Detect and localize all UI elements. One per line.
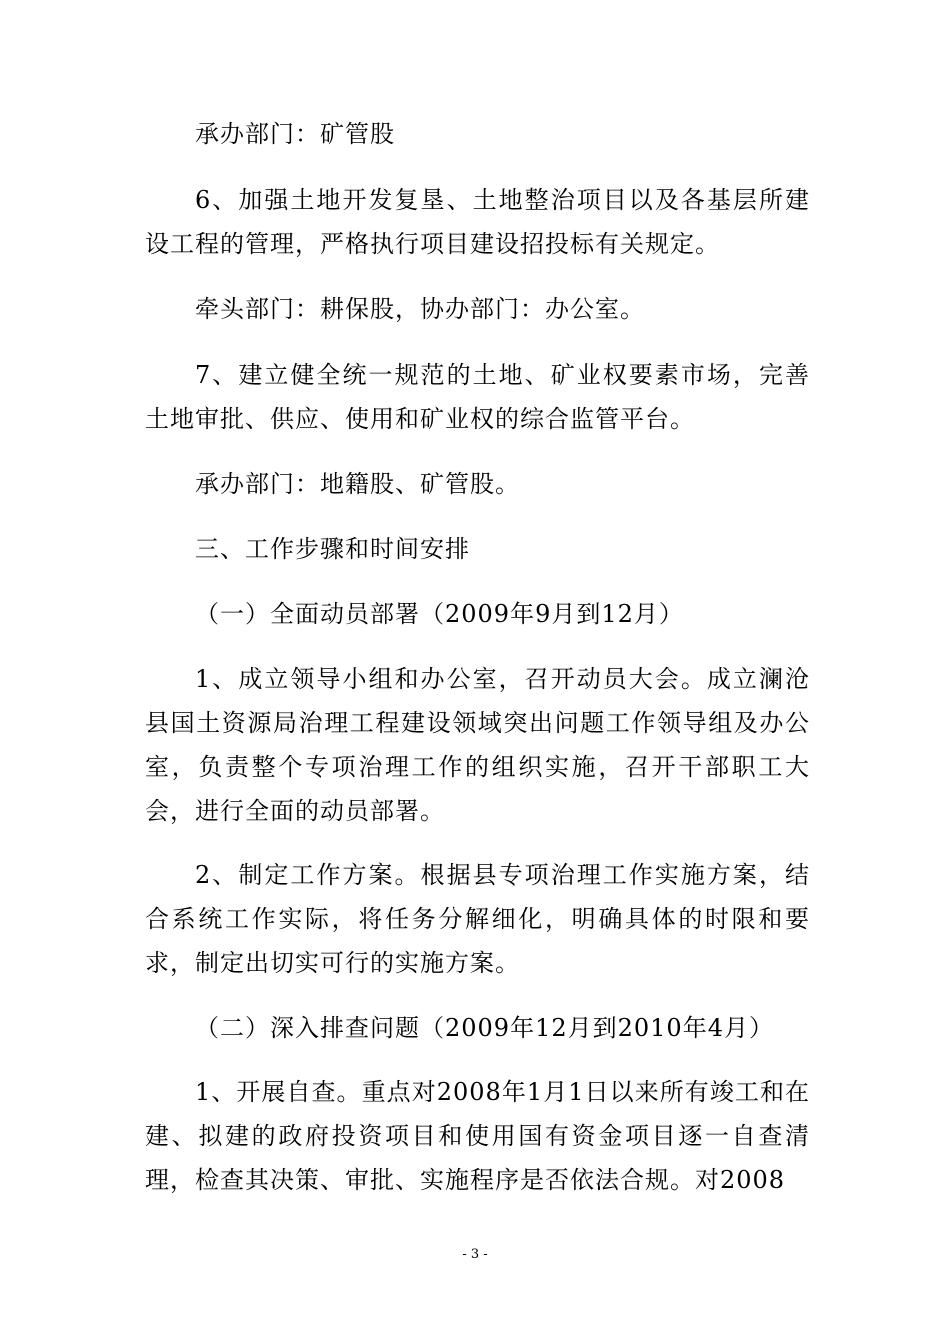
paragraph-lead-dept: 牵头部门：耕保股，协办部门：办公室。 [195, 295, 645, 323]
subsection-heading-investigation: （二）深入排查问题（2009年12月到2010年4月） [195, 1014, 774, 1042]
paragraph-item-7: 7、建立健全统一规范的土地、矿业权要素市场，完善土地审批、供应、使用和矿业权的综合监管平台。 [145, 361, 810, 433]
subsection-heading-mobilization: （一）全面动员部署（2009年9月到12月） [195, 600, 684, 628]
page-number: - 3 - [462, 1247, 488, 1262]
section-heading-steps: 三、工作步骤和时间安排 [195, 535, 470, 563]
paragraph-undertaking-dept-2: 承办部门：地籍股、矿管股。 [195, 470, 520, 498]
paragraph-step-1-leadership: 1、成立领导小组和办公室，召开动员大会。成立澜沧县国土资源局治理工程建设领域突出问题工作领导组及办公室，负责整个专项治理工作的组织实施，召开干部职工大会，进行全面的动员部署。 [145, 665, 810, 825]
paragraph-undertaking-dept-1: 承办部门：矿管股 [195, 120, 395, 148]
paragraph-step-2-plan: 2、制定工作方案。根据县专项治理工作实施方案，结合系统工作实际，将任务分解细化，明确具体的时限和要求，制定出切实可行的实施方案。 [145, 861, 810, 977]
paragraph-item-6: 6、加强土地开发复垦、土地整治项目以及各基层所建设工程的管理，严格执行项目建设招投标有关规定。 [145, 186, 810, 258]
paragraph-self-check: 1、开展自查。重点对2008年1月1日以来所有竣工和在建、拟建的政府投资项目和使用国有资金项目逐一自查清理，检查其决策、审批、实施程序是否依法合规。对2008 [145, 1078, 810, 1194]
